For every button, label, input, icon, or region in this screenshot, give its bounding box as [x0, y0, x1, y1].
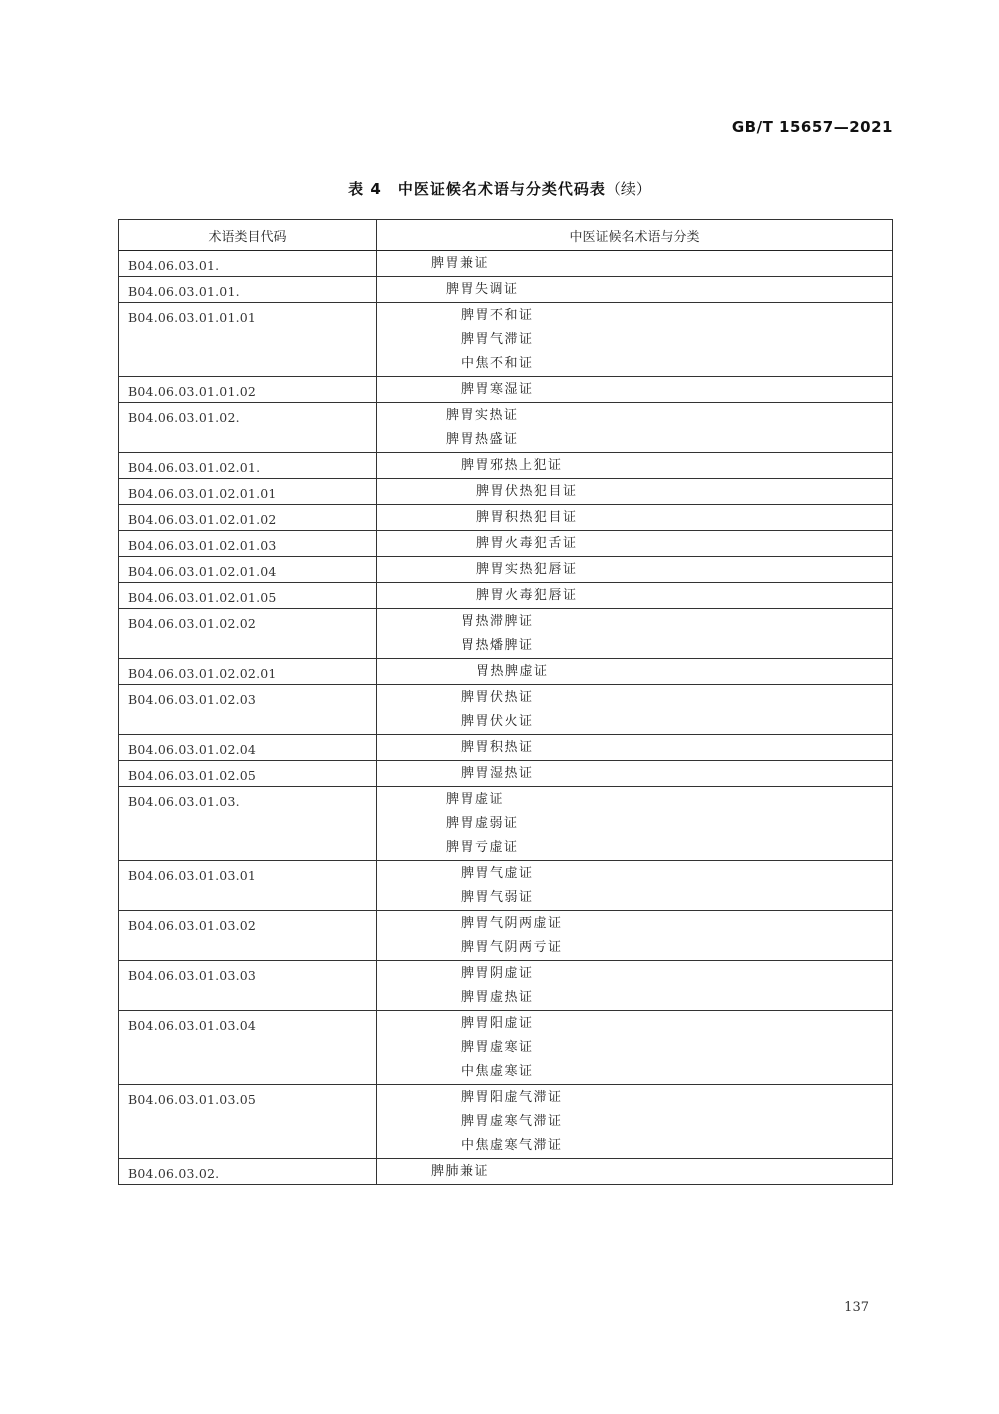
syndrome-term: 脾胃邪热上犯证 [461, 458, 563, 473]
table-row [119, 251, 893, 277]
category-code: B04.06.03.01.03.03 [119, 961, 377, 1011]
column-header-code: 术语类目代码 [119, 220, 377, 251]
standard-number: GB/T 15657—2021 [731, 118, 893, 136]
category-code: B04.06.03.01.03.04 [119, 1011, 377, 1085]
category-code: B04.06.03.01.03.05 [119, 1085, 377, 1159]
table-row [119, 911, 893, 961]
term-cell [377, 505, 893, 531]
table-caption [0, 178, 999, 199]
category-code: B04.06.03.01.03.01 [119, 861, 377, 911]
table-row [119, 1085, 893, 1159]
category-code: B04.06.03.01.03.02 [119, 911, 377, 961]
syndrome-term: 中焦虚寒气滞证 [461, 1138, 563, 1153]
terminology-table [118, 219, 893, 1185]
term-cell [377, 303, 893, 377]
category-code: B04.06.03.01.02.04 [119, 735, 377, 761]
category-code: B04.06.03.01.02.01. [119, 453, 377, 479]
term-cell [377, 531, 893, 557]
category-code: B04.06.03.01.02.03 [119, 685, 377, 735]
syndrome-term: 脾胃虚寒证 [461, 1040, 534, 1055]
table-row [119, 403, 893, 453]
table-row [119, 557, 893, 583]
term-cell [377, 1085, 893, 1159]
syndrome-term: 脾胃气虚证 [461, 866, 534, 881]
table-row [119, 609, 893, 659]
syndrome-term: 中焦虚寒证 [461, 1064, 534, 1079]
syndrome-term: 脾胃阳虚气滞证 [461, 1090, 563, 1105]
category-code: B04.06.03.01.02.01.01 [119, 479, 377, 505]
term-cell [377, 479, 893, 505]
table-row [119, 961, 893, 1011]
term-cell [377, 787, 893, 861]
syndrome-term: 脾胃不和证 [461, 308, 534, 323]
term-cell [377, 277, 893, 303]
syndrome-term: 脾胃虚证 [446, 792, 505, 807]
table-row [119, 685, 893, 735]
category-code: B04.06.03.01.01.01 [119, 303, 377, 377]
syndrome-term: 脾胃火毒犯唇证 [476, 588, 578, 603]
term-cell [377, 583, 893, 609]
table-row [119, 659, 893, 685]
term-cell [377, 911, 893, 961]
category-code: B04.06.03.01.02.01.05 [119, 583, 377, 609]
syndrome-term: 脾胃火毒犯舌证 [476, 536, 578, 551]
syndrome-term: 胃热燔脾证 [461, 638, 534, 653]
syndrome-term: 脾胃气阴两虚证 [461, 916, 563, 931]
table-row [119, 531, 893, 557]
syndrome-term: 脾胃虚热证 [461, 990, 534, 1005]
term-cell [377, 1159, 893, 1185]
syndrome-term: 脾胃亏虚证 [446, 840, 519, 855]
syndrome-term: 脾胃伏热犯目证 [476, 484, 578, 499]
syndrome-term: 胃热脾虚证 [476, 664, 549, 679]
category-code: B04.06.03.01.02.01.03 [119, 531, 377, 557]
syndrome-term: 中焦不和证 [461, 356, 534, 371]
table-row [119, 505, 893, 531]
syndrome-term: 脾胃虚寒气滞证 [461, 1114, 563, 1129]
page-number: 137 [844, 1300, 869, 1315]
term-cell [377, 861, 893, 911]
table-row [119, 583, 893, 609]
syndrome-term: 脾胃伏火证 [461, 714, 534, 729]
category-code: B04.06.03.01.02.05 [119, 761, 377, 787]
syndrome-term: 脾胃伏热证 [461, 690, 534, 705]
category-code: B04.06.03.01.02.02.01 [119, 659, 377, 685]
syndrome-term: 脾胃兼证 [431, 256, 490, 271]
category-code: B04.06.03.01.02.01.02 [119, 505, 377, 531]
continued-label: （续） [605, 180, 651, 198]
category-code: B04.06.03.01.01.02 [119, 377, 377, 403]
column-header-terms: 中医证候名术语与分类 [377, 220, 893, 251]
table-header-row [119, 220, 893, 251]
category-code: B04.06.03.01.02. [119, 403, 377, 453]
category-code: B04.06.03.01.03. [119, 787, 377, 861]
term-cell [377, 1011, 893, 1085]
term-cell [377, 609, 893, 659]
term-cell [377, 659, 893, 685]
syndrome-term: 脾胃气弱证 [461, 890, 534, 905]
table-row [119, 303, 893, 377]
term-cell [377, 251, 893, 277]
syndrome-term: 脾胃阳虚证 [461, 1016, 534, 1031]
table-row [119, 1159, 893, 1185]
term-cell [377, 735, 893, 761]
syndrome-term: 脾胃气滞证 [461, 332, 534, 347]
table-row [119, 761, 893, 787]
term-cell [377, 761, 893, 787]
category-code: B04.06.03.01. [119, 251, 377, 277]
syndrome-term: 脾胃寒湿证 [461, 382, 534, 397]
term-cell [377, 453, 893, 479]
syndrome-term: 脾胃积热证 [461, 740, 534, 755]
table-row [119, 377, 893, 403]
syndrome-term: 脾胃实热证 [446, 408, 519, 423]
term-cell [377, 685, 893, 735]
category-code: B04.06.03.01.02.02 [119, 609, 377, 659]
syndrome-term: 脾胃虚弱证 [446, 816, 519, 831]
syndrome-term: 胃热滞脾证 [461, 614, 534, 629]
table-row [119, 479, 893, 505]
table-row [119, 787, 893, 861]
syndrome-term: 脾胃气阴两亏证 [461, 940, 563, 955]
table-row [119, 453, 893, 479]
syndrome-term: 脾胃实热犯唇证 [476, 562, 578, 577]
table-row [119, 277, 893, 303]
term-cell [377, 557, 893, 583]
table-row [119, 735, 893, 761]
syndrome-term: 脾胃积热犯目证 [476, 510, 578, 525]
syndrome-term: 脾胃失调证 [446, 282, 519, 297]
category-code: B04.06.03.01.01. [119, 277, 377, 303]
syndrome-term: 脾胃热盛证 [446, 432, 519, 447]
term-cell [377, 403, 893, 453]
syndrome-term: 脾胃湿热证 [461, 766, 534, 781]
table-row [119, 861, 893, 911]
syndrome-term: 脾肺兼证 [431, 1164, 490, 1179]
term-cell [377, 961, 893, 1011]
term-cell [377, 377, 893, 403]
category-code: B04.06.03.01.02.01.04 [119, 557, 377, 583]
table-title: 表 4 中医证候名术语与分类代码表 [348, 180, 606, 198]
category-code: B04.06.03.02. [119, 1159, 377, 1185]
syndrome-term: 脾胃阴虚证 [461, 966, 534, 981]
table-row [119, 1011, 893, 1085]
